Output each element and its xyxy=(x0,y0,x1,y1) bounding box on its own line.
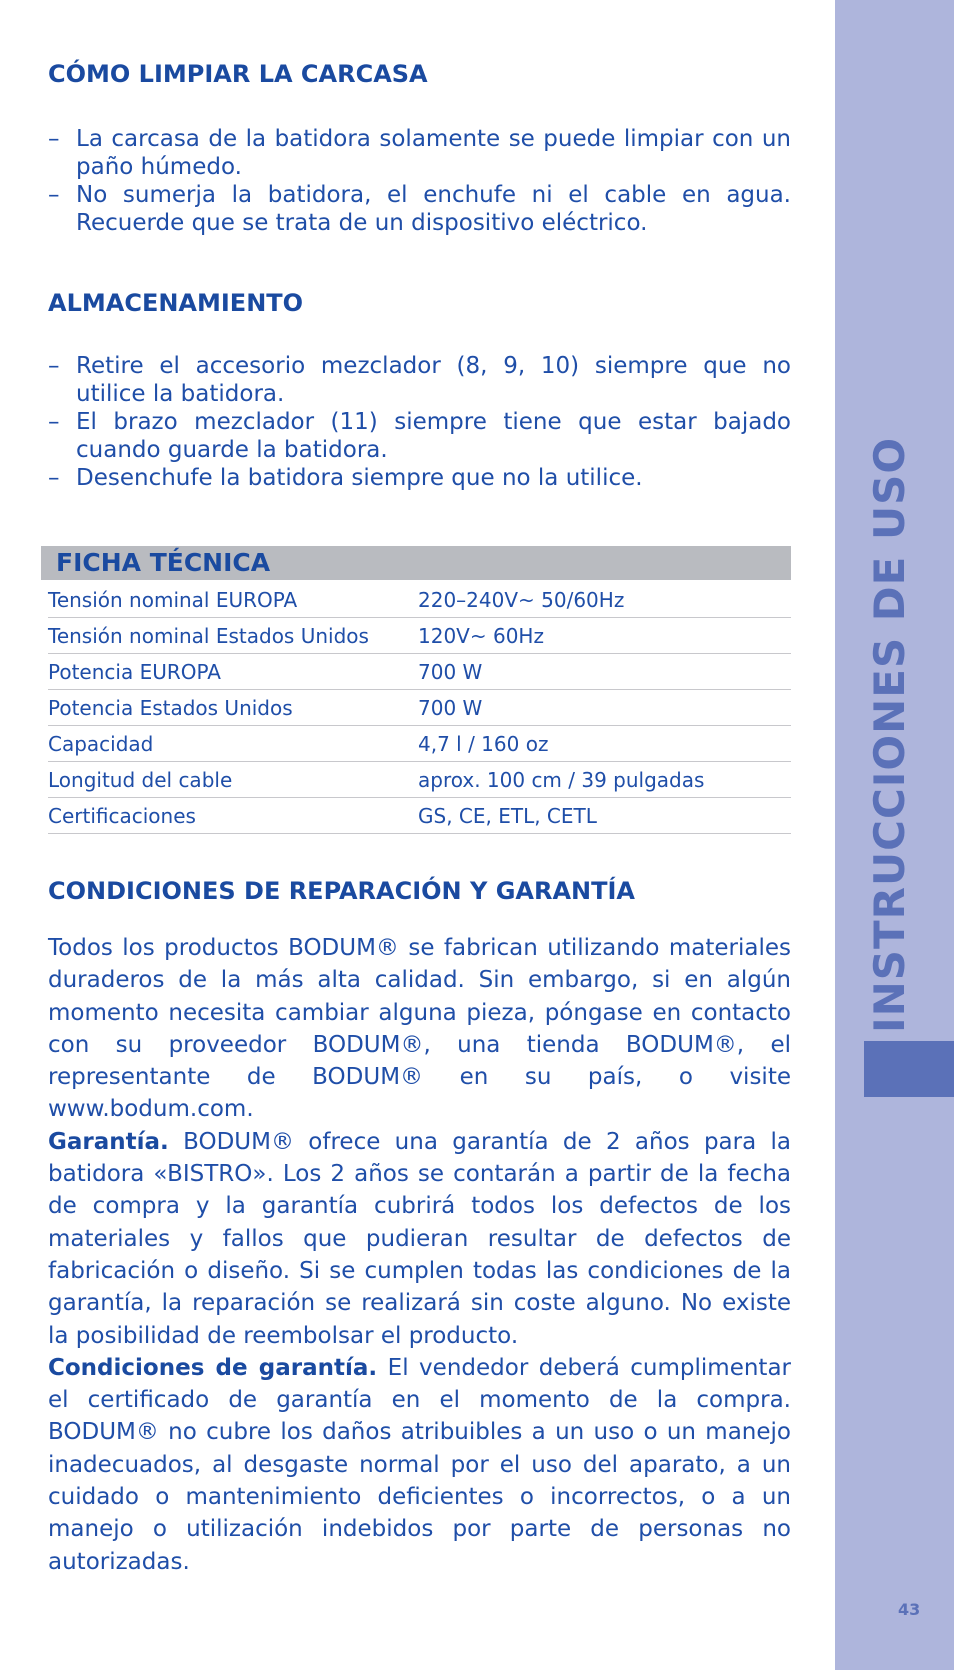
table-row xyxy=(48,798,791,834)
list-item: – El brazo mezclador (11) siempre tiene que estar bajado cuando guarde la batidora. xyxy=(48,408,791,464)
spec-heading: FICHA TÉCNICA xyxy=(56,548,271,577)
list-item: – Desenchufe la batidora siempre que no la utilice. xyxy=(48,464,791,492)
guarantee-text: BODUM® ofrece una garantía de 2 años para la batidora «BISTRO». Los 2 años se contarán a partir de la fecha de compra y la garantía cubrirá todos los defectos de los materiales y fallos que pudieran resultar de defectos de fabricación o diseño. Si se cumplen todas las condiciones de la garantía, la reparación se realizará sin coste alguno. No existe la posibilidad de reembolsar el producto. xyxy=(48,1128,791,1349)
cleaning-heading: CÓMO LIMPIAR LA CARCASA xyxy=(48,60,428,88)
spec-value: aprox. 100 cm / 39 pulgadas xyxy=(418,762,791,798)
list-item: – No sumerja la batidora, el enchufe ni el cable en agua. Recuerde que se trata de un dispositivo eléctrico. xyxy=(48,181,791,237)
spec-value: 700 W xyxy=(418,690,791,726)
spec-label: Capacidad xyxy=(48,726,418,762)
table-row xyxy=(48,654,791,690)
spec-label: Tensión nominal EUROPA xyxy=(48,582,418,618)
storage-list xyxy=(48,352,791,492)
spec-value: 4,7 l / 160 oz xyxy=(418,726,791,762)
spec-label: Potencia Estados Unidos xyxy=(48,690,418,726)
spec-value: GS, CE, ETL, CETL xyxy=(418,798,791,834)
storage-heading: ALMACENAMIENTO xyxy=(48,289,304,317)
table-row xyxy=(48,726,791,762)
warranty-intro: Todos los productos BODUM® se fabrican utilizando materiales duraderos de la más alta calidad. Sin embargo, si en algún momento necesita cambiar alguna pieza, póngase en contacto con su proveedor BODUM®, una tienda BODUM®, el representante de BODUM® en su país, o visite www.bodum.com. xyxy=(48,935,791,1123)
page-number: 43 xyxy=(898,1600,921,1619)
table-row xyxy=(48,618,791,654)
guarantee-label: Garantía. xyxy=(48,1128,169,1155)
conditions-text: El vendedor deberá cumplimentar el certificado de garantía en el momento de la compra. BODUM® no cubre los daños atribuibles a un uso o un manejo inadecuados, al desgaste normal por el uso del aparato, a un cuidado o mantenimiento deficientes o incorrectos, o a un manejo o utilización indebidos por parte de personas no autorizadas. xyxy=(48,1354,791,1575)
list-item: – La carcasa de la batidora solamente se puede limpiar con un paño húmedo. xyxy=(48,125,791,181)
spec-label: Certificaciones xyxy=(48,798,418,834)
sidebar-title: INSTRUCCIONES DE USO xyxy=(865,436,914,1033)
spec-header-bar xyxy=(41,546,791,580)
spec-label: Longitud del cable xyxy=(48,762,418,798)
conditions-label: Condiciones de garantía. xyxy=(48,1354,378,1381)
spec-table xyxy=(48,582,791,834)
table-row xyxy=(48,762,791,798)
guarantee-paragraph xyxy=(48,1126,791,1352)
spec-value: 700 W xyxy=(418,654,791,690)
list-item: – Retire el accesorio mezclador (8, 9, 10) siempre que no utilice la batidora. xyxy=(48,352,791,408)
spec-label: Tensión nominal Estados Unidos xyxy=(48,618,418,654)
cleaning-list xyxy=(48,125,791,237)
table-row xyxy=(48,690,791,726)
spec-value: 120V~ 60Hz xyxy=(418,618,791,654)
warranty-paragraph xyxy=(48,932,791,1578)
spec-label: Potencia EUROPA xyxy=(48,654,418,690)
warranty-heading: CONDICIONES DE REPARACIÓN Y GARANTÍA xyxy=(48,877,635,905)
conditions-paragraph xyxy=(48,1352,791,1578)
table-row xyxy=(48,582,791,618)
sidebar-accent-block xyxy=(864,1041,954,1097)
spec-value: 220–240V~ 50/60Hz xyxy=(418,582,791,618)
